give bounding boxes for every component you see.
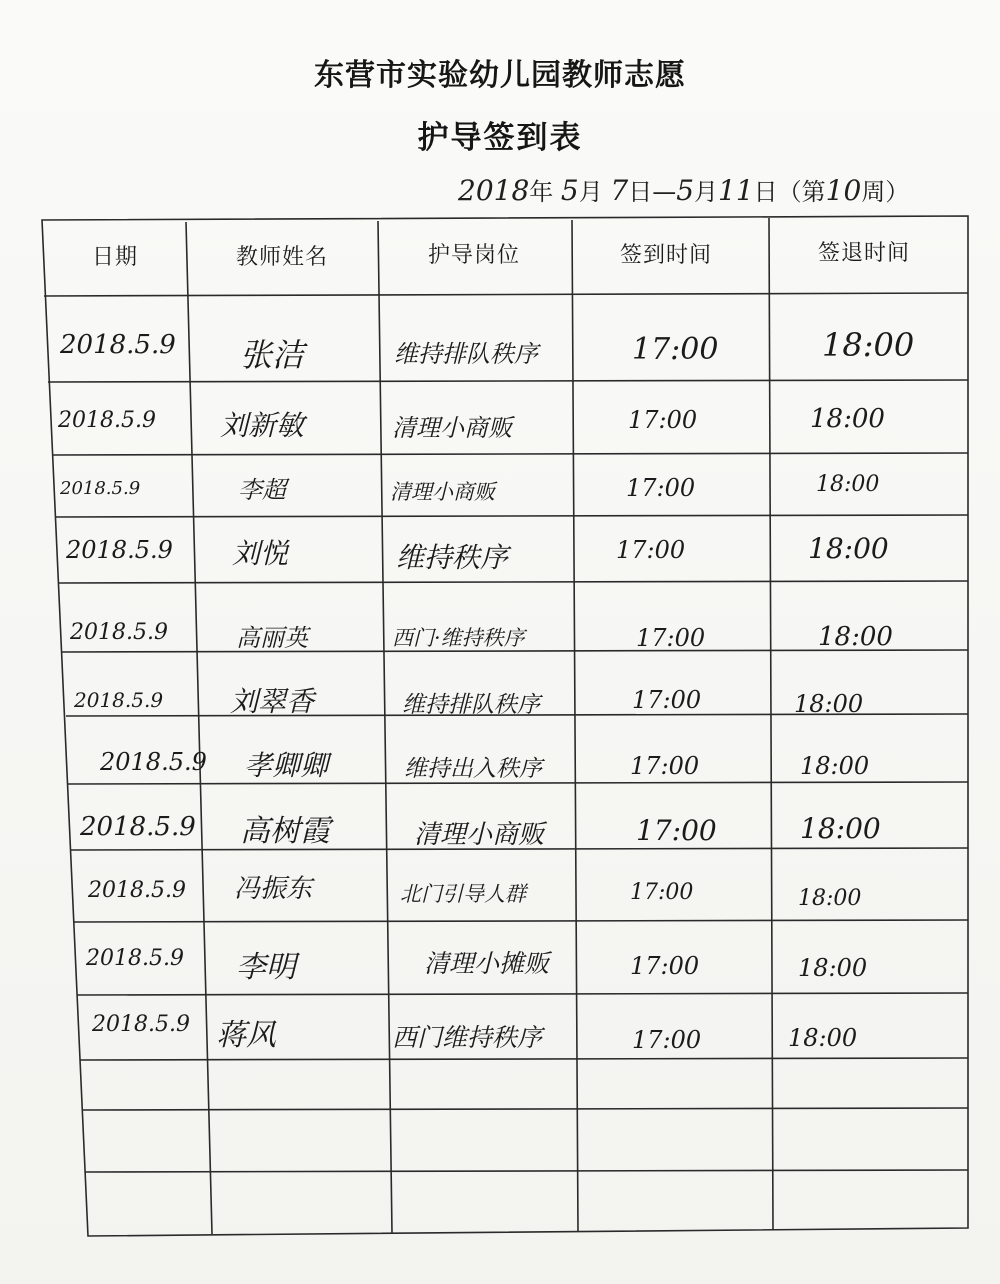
- table-row-checkin: 17:00: [630, 752, 700, 780]
- table-row-post: 西门维持秩序: [392, 1023, 543, 1052]
- period-start-day: 7: [610, 174, 629, 207]
- table-row-checkin: 17:00: [636, 814, 717, 847]
- header-post: 护导岗位: [428, 243, 521, 268]
- table-row-teacher: 刘翠香: [230, 685, 315, 718]
- table-row-date: 2018.5.9: [86, 946, 184, 971]
- table-row-post: 清理小商贩: [392, 414, 512, 442]
- table-row-date: 2018.5.9: [60, 478, 141, 499]
- table-row-post: 西门·维持秩序: [392, 626, 525, 650]
- period-start-month: 5: [560, 174, 579, 207]
- table-row-checkout: 18:00: [816, 472, 880, 497]
- table-row-teacher: 李超: [238, 476, 286, 504]
- table-row-date: 2018.5.9: [70, 620, 168, 645]
- period-end-month: 5: [676, 174, 695, 207]
- table-row-checkout: 18:00: [818, 622, 893, 652]
- period-end-day-char: 日: [753, 178, 778, 206]
- table-row-post: 维持秩序: [396, 541, 509, 574]
- header-checkin-time: 签到时间: [620, 243, 713, 268]
- table-row-date: 2018.5.9: [92, 1012, 190, 1037]
- table-row-checkin: 17:00: [632, 332, 719, 367]
- table-row-date: 2018.5.9: [74, 688, 164, 712]
- table-row-post: 清理小摊贩: [424, 949, 550, 978]
- table-row-checkout: 18:00: [808, 532, 889, 565]
- period-week-number: 10: [825, 174, 862, 207]
- table-row-date: 2018.5.9: [66, 536, 173, 564]
- table-row-checkin: 17:00: [616, 536, 686, 564]
- table-row-date: 2018.5.9: [100, 748, 207, 776]
- table-row-checkin: 17:00: [630, 952, 700, 980]
- header-date: 日期: [92, 245, 139, 270]
- period-end-day: 11: [718, 174, 754, 207]
- document-title: 东营市实验幼儿园教师志愿: [314, 58, 686, 93]
- table-row-checkin: 17:00: [632, 686, 702, 714]
- table-row-post: 清理小商贩: [390, 480, 495, 504]
- table-row-teacher: 孝卿卿: [244, 749, 329, 782]
- period-year: 2018: [458, 174, 530, 207]
- document-subtitle: 护导签到表: [417, 120, 583, 156]
- table-row-date: 2018.5.9: [88, 878, 186, 903]
- table-row-teacher: 刘新敏: [220, 409, 305, 442]
- table-row-teacher: 李明: [236, 950, 296, 985]
- table-row-post: 维持出入秩序: [404, 756, 542, 782]
- period-dash: —: [652, 178, 677, 206]
- table-row-date: 2018.5.9: [80, 812, 196, 842]
- table-row-checkout: 18:00: [794, 690, 864, 718]
- table-row-checkin: 17:00: [630, 880, 694, 905]
- period-week-open: （第: [777, 178, 826, 206]
- table-row-date: 2018.5.9: [58, 408, 156, 433]
- table-row-checkout: 18:00: [798, 954, 868, 982]
- period-end-month-char: 月: [694, 178, 719, 206]
- header-checkout-time: 签退时间: [818, 241, 911, 266]
- table-row-teacher: 冯振东: [234, 874, 313, 904]
- table-row-checkout: 18:00: [798, 886, 862, 911]
- period-month-char: 月: [578, 178, 603, 206]
- period-week-close: 周）: [861, 178, 910, 206]
- table-row-checkin: 17:00: [636, 624, 706, 652]
- table-row-checkin: 17:00: [632, 1026, 702, 1054]
- table-row-teacher: 蒋风: [216, 1018, 276, 1053]
- table-row-post: 北门引导人群: [400, 882, 526, 906]
- table-row-checkout: 18:00: [800, 752, 870, 780]
- table-row-post: 维持排队秩序: [394, 340, 538, 368]
- table-row-teacher: 张洁: [240, 336, 305, 374]
- table-row-post: 清理小商贩: [414, 820, 545, 850]
- table-row-checkout: 18:00: [822, 326, 915, 364]
- table-row-checkout: 18:00: [788, 1024, 858, 1052]
- table-row-teacher: 高丽英: [236, 624, 308, 652]
- table-row-checkout: 18:00: [810, 404, 885, 434]
- table-row-date: 2018.5.9: [60, 330, 176, 360]
- table-row-teacher: 刘悦: [232, 537, 289, 570]
- table-row-teacher: 高树霞: [240, 814, 330, 849]
- table-row-checkin: 17:00: [626, 474, 696, 502]
- table-row-post: 维持排队秩序: [402, 692, 540, 718]
- period-year-char: 年: [529, 178, 554, 206]
- table-row-checkout: 18:00: [800, 812, 881, 845]
- table-row-checkin: 17:00: [628, 406, 698, 434]
- period-day-char: 日: [628, 178, 653, 206]
- header-teacher-name: 教师姓名: [236, 245, 329, 270]
